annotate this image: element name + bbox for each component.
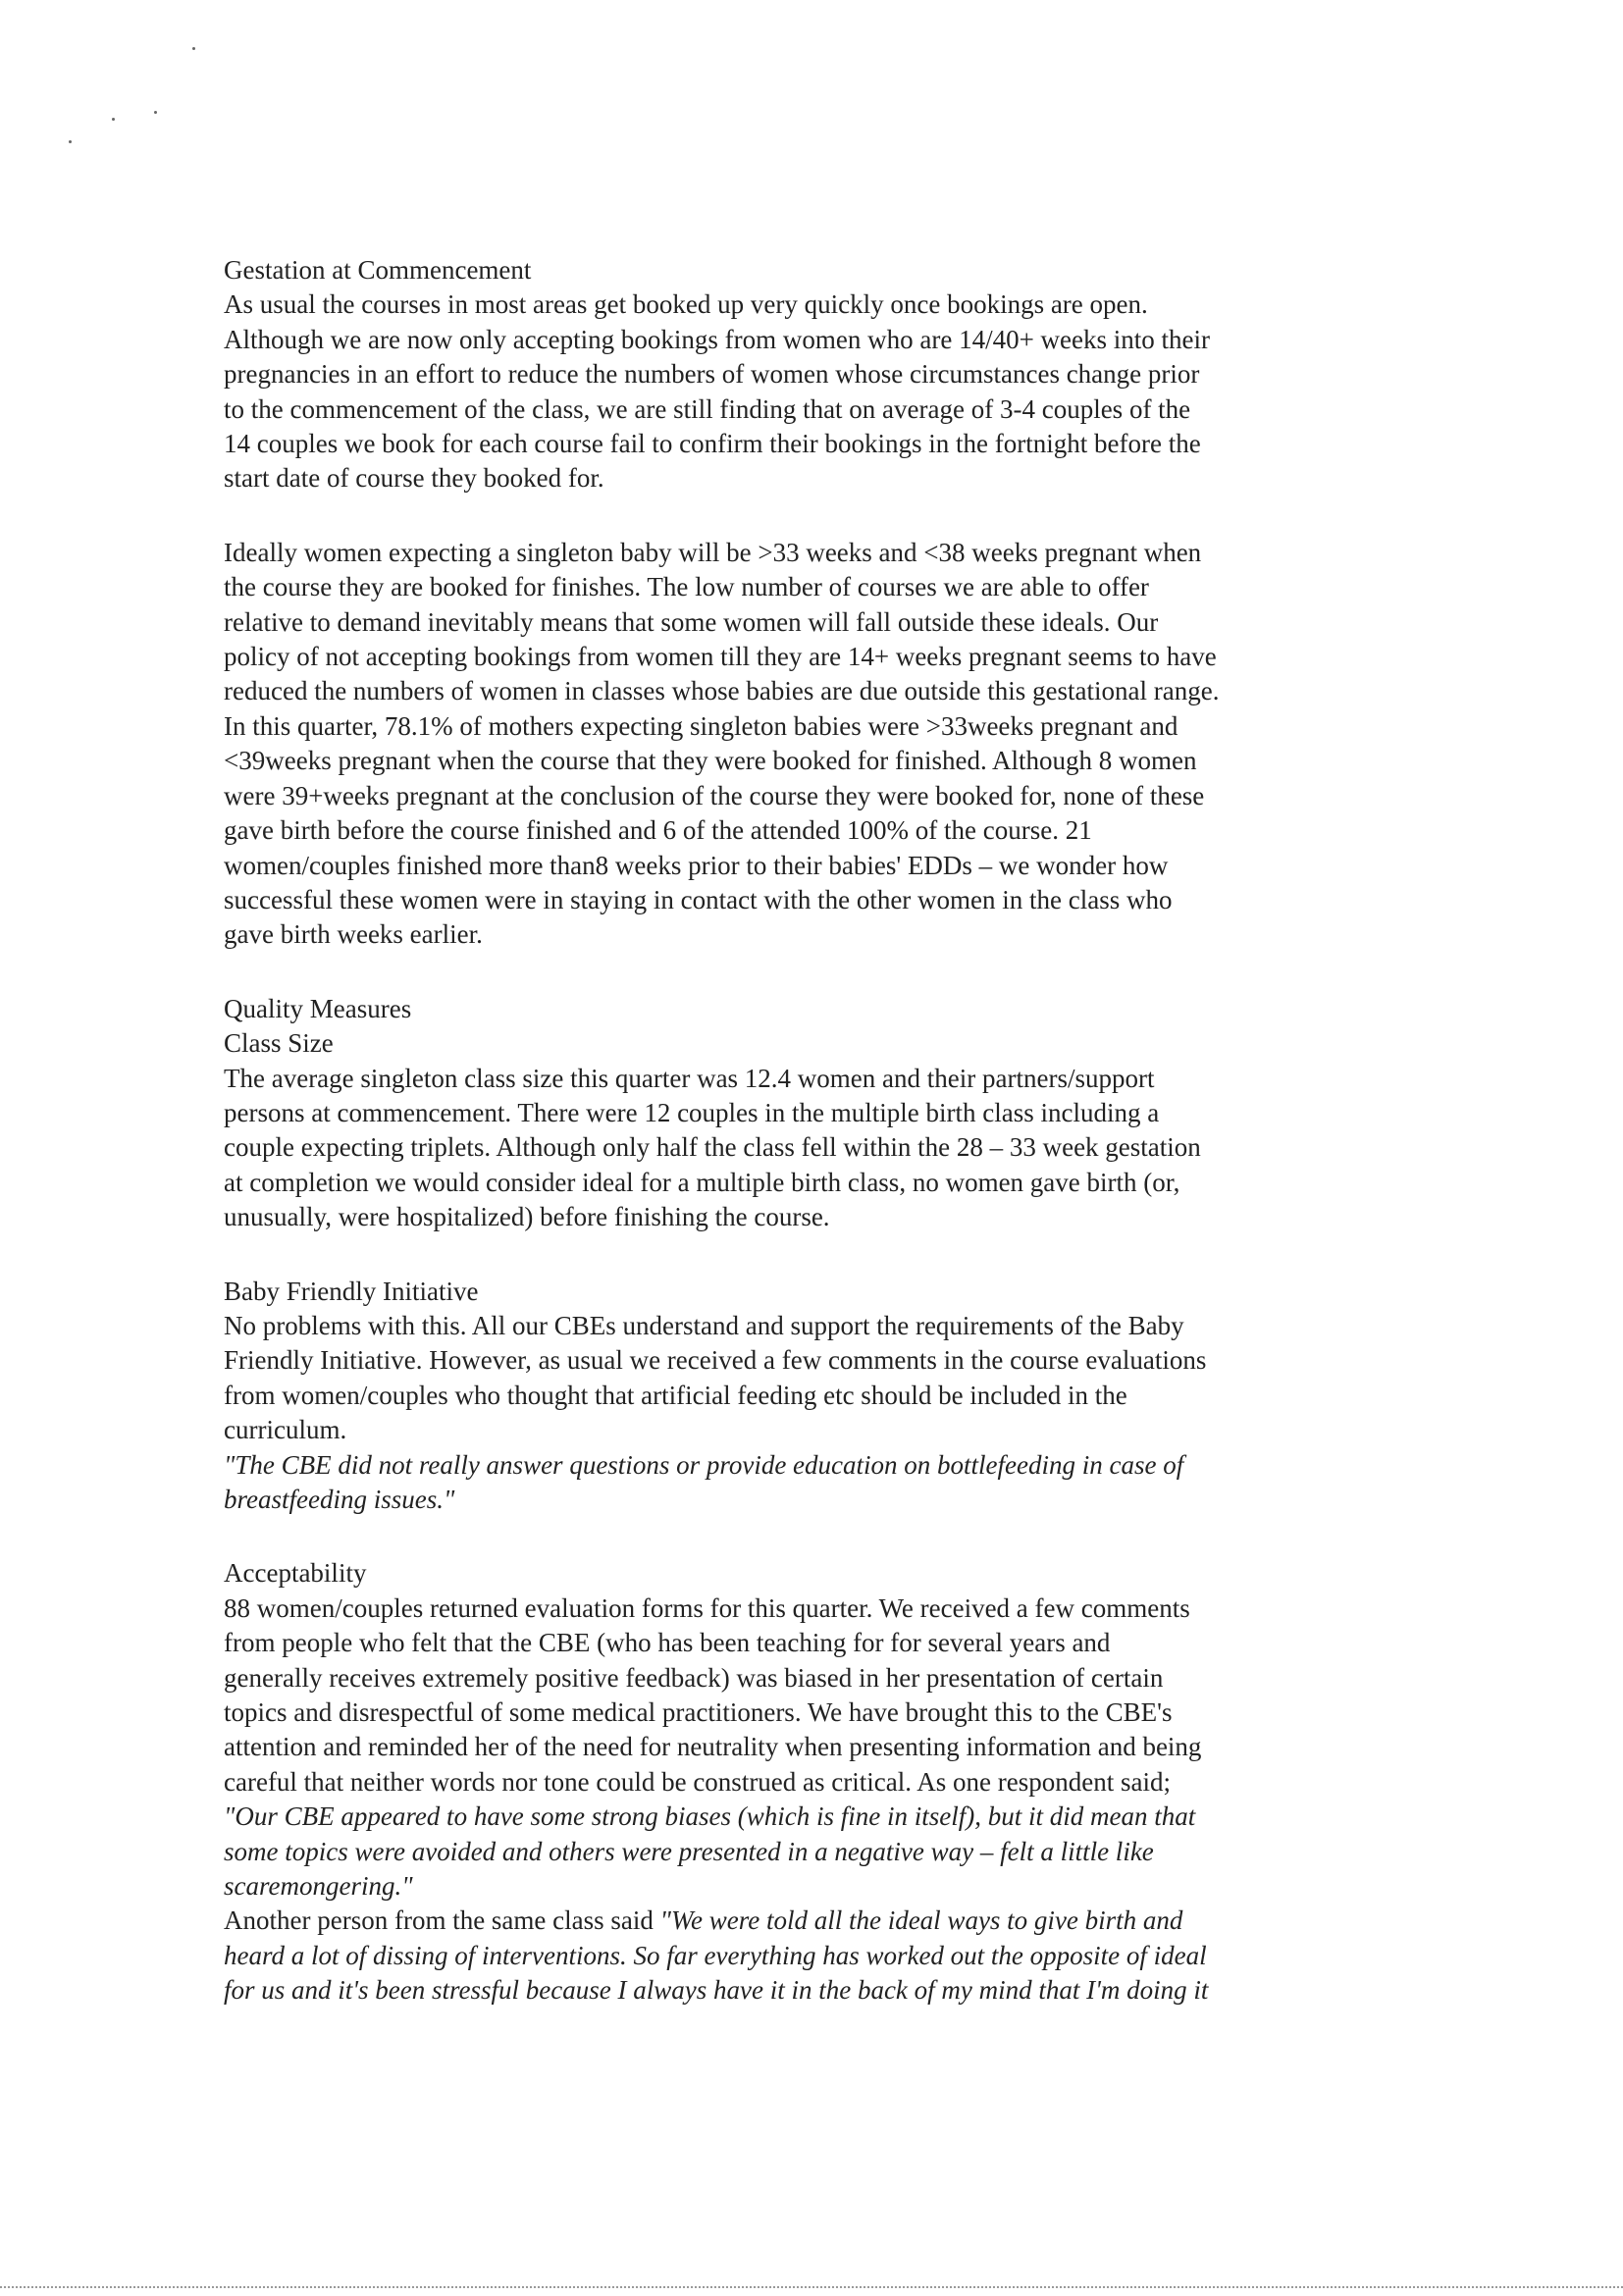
paragraph [224,287,1401,496]
paragraph [224,536,1401,953]
section-heading: Class Size [224,1028,334,1059]
quote-text: some topics were avoided and others were presented in a negative way – felt a little like [224,1836,1154,1866]
paragraph [224,1309,1401,1517]
section-0 [224,253,1401,953]
section-2 [224,1275,1401,1518]
quote-text: "We were told all the ideal ways to give birth and [659,1905,1183,1936]
text-line: relative to demand inevitably means that some women will fall outside these ideals. Our [224,606,1159,637]
plain-text: Another person from the same class said [224,1905,660,1936]
page-bottom-rule [0,2286,1623,2288]
text-line: As usual the courses in most areas get booked up very quickly once bookings are open. [224,289,1148,320]
text-line: women/couples finished more than8 weeks prior to their babies' EDDs – we wonder how [224,850,1169,880]
text-line [224,1448,1401,1483]
scan-speck [154,111,157,114]
quote-text: scaremongering." [224,1871,413,1902]
text-line: Friendly Initiative. However, as usual we received a few comments in the course evaluations [224,1345,1207,1376]
section-heading: Quality Measures [224,993,412,1023]
text-line: No problems with this. All our CBEs understand and support the requirements of the Baby [224,1310,1184,1340]
text-line: 14 couples we book for each course fail to confirm their bookings in the fortnight before the [224,429,1201,459]
section-heading: Baby Friendly Initiative [224,1276,479,1306]
text-line: from people who felt that the CBE (who has been teaching for for several years and [224,1628,1111,1658]
text-line: policy of not accepting bookings from women till they are 14+ weeks pregnant seems to have [224,642,1217,672]
quote-text: "Our CBE appeared to have some strong biases (which is fine in itself), but it did mean that [224,1801,1196,1832]
text-line: curriculum. [224,1415,347,1445]
text-line: to the commencement of the class, we are still finding that on average of 3-4 couples of the [224,393,1191,424]
text-line: Although we are now only accepting bookings from women who are 14/40+ weeks into their [224,324,1210,354]
text-line: unusually, were hospitalized) before finishing the course. [224,1202,830,1232]
text-line: In this quarter, 78.1% of mothers expecting singleton babies were >33weeks pregnant and [224,710,1178,741]
scan-speck [192,47,195,50]
text-line: 88 women/couples returned evaluation forms for this quarter. We received a few comments [224,1592,1190,1623]
text-line [224,1904,1401,1938]
document-body [224,253,1401,2009]
section-gap [224,1517,1401,1556]
text-line [224,1939,1401,1973]
text-line: careful that neither words nor tone could be construed as critical. As one respondent said; [224,1766,1171,1797]
text-line: persons at commencement. There were 12 couples in the multiple birth class including a [224,1097,1160,1127]
section-heading: Acceptability [224,1558,367,1589]
text-line: reduced the numbers of women in classes whose babies are due outside this gestational range. [224,676,1220,706]
text-line: Ideally women expecting a singleton baby will be >33 weeks and <38 weeks pregnant when [224,537,1202,567]
text-line: at completion we would consider ideal for a multiple birth class, no women gave birth (or, [224,1167,1180,1197]
text-line [224,1800,1401,1834]
text-line: gave birth weeks earlier. [224,919,483,950]
text-line: topics and disrespectful of some medical practitioners. We have brought this to the CBE's [224,1697,1173,1728]
text-line: gave birth before the course finished and 6 of the attended 100% of the course. 21 [224,815,1092,846]
section-1 [224,992,1401,1235]
quote-text: heard a lot of dissing of interventions. So far everything has worked out the opposite of ideal [224,1940,1207,1970]
quote-text: breastfeeding issues." [224,1485,455,1514]
quote-text: "The CBE did not really answer questions or provide education on bottlefeeding in case of [224,1449,1184,1480]
section-heading: Gestation at Commencement [224,255,532,285]
paragraph [224,1592,1401,2009]
scan-speck [112,118,115,121]
text-line [224,1483,1401,1517]
scan-speck [69,140,72,143]
paragraph-gap [224,496,1401,536]
text-line: <39weeks pregnant when the course that they were booked for finished. Although 8 women [224,746,1197,776]
text-line: were 39+weeks pregnant at the conclusion of the course they were booked for, none of these [224,780,1205,810]
section-3 [224,1556,1401,2008]
text-line [224,1835,1401,1869]
text-line: from women/couples who thought that artificial feeding etc should be included in the [224,1380,1127,1410]
text-line: successful these women were in staying in contact with the other women in the class who [224,884,1173,914]
text-line: couple expecting triplets. Although only half the class fell within the 28 – 33 week gestation [224,1132,1201,1163]
text-line [224,1869,1401,1904]
text-line: generally receives extremely positive feedback) was biased in her presentation of certain [224,1662,1164,1693]
text-line: pregnancies in an effort to reduce the numbers of women whose circumstances change prior [224,359,1200,390]
section-gap [224,1235,1401,1275]
paragraph [224,1062,1401,1235]
text-line: The average singleton class size this quarter was 12.4 women and their partners/support [224,1063,1155,1093]
section-gap [224,953,1401,992]
quote-text: for us and it's been stressful because I always have it in the back of my mind that I'm doing it [224,1975,1209,2006]
text-line [224,1973,1401,2008]
text-line: attention and reminded her of the need for neutrality when presenting information and being [224,1732,1202,1762]
text-line: start date of course they booked for. [224,463,604,494]
text-line: the course they are booked for finishes. The low number of courses we are able to offer [224,572,1149,602]
